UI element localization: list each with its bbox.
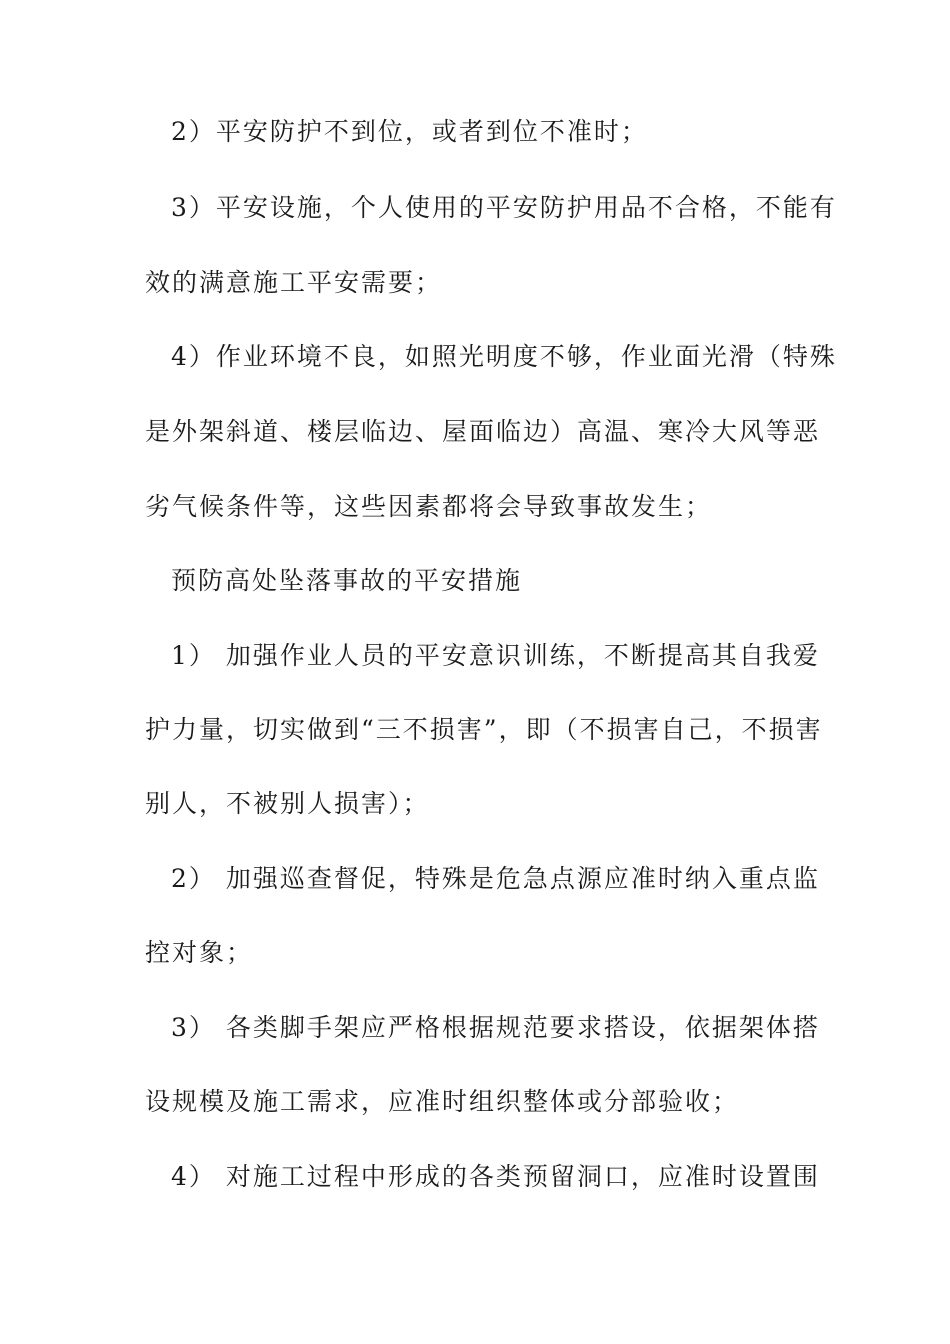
text-line: 2） 加强巡查督促，特殊是危急点源应准时纳入重点监 xyxy=(171,864,820,893)
text-line: 4） 对施工过程中形成的各类预留洞口，应准时设置围 xyxy=(171,1162,820,1191)
text-line: 3） 各类脚手架应严格根据规范要求搭设，依据架体搭 xyxy=(171,1013,820,1042)
text-line: 2）平安防护不到位，或者到位不准时； xyxy=(171,117,648,146)
text-line: 护力量，切实做到“三不损害”，即（不损害自己，不损害 xyxy=(145,715,823,744)
text-line: 是外架斜道、楼层临边、屋面临边）高温、寒冷大风等恶 xyxy=(145,417,821,446)
text-line: 控对象； xyxy=(145,938,254,967)
text-line: 劣气候条件等，这些因素都将会导致事故发生； xyxy=(145,492,713,521)
text-line: 设规模及施工需求，应准时组织整体或分部验收； xyxy=(145,1087,740,1116)
section-heading: 预防高处坠落事故的平安措施 xyxy=(171,566,523,595)
text-line: 效的满意施工平安需要； xyxy=(145,268,443,297)
text-line: 别人，不被别人损害）； xyxy=(145,789,430,818)
text-line: 3）平安设施，个人使用的平安防护用品不合格，不能有 xyxy=(171,193,837,222)
text-line: 4）作业环境不良，如照光明度不够，作业面光滑（特殊 xyxy=(171,342,837,371)
text-line: 1） 加强作业人员的平安意识训练，不断提高其自我爱 xyxy=(171,641,820,670)
